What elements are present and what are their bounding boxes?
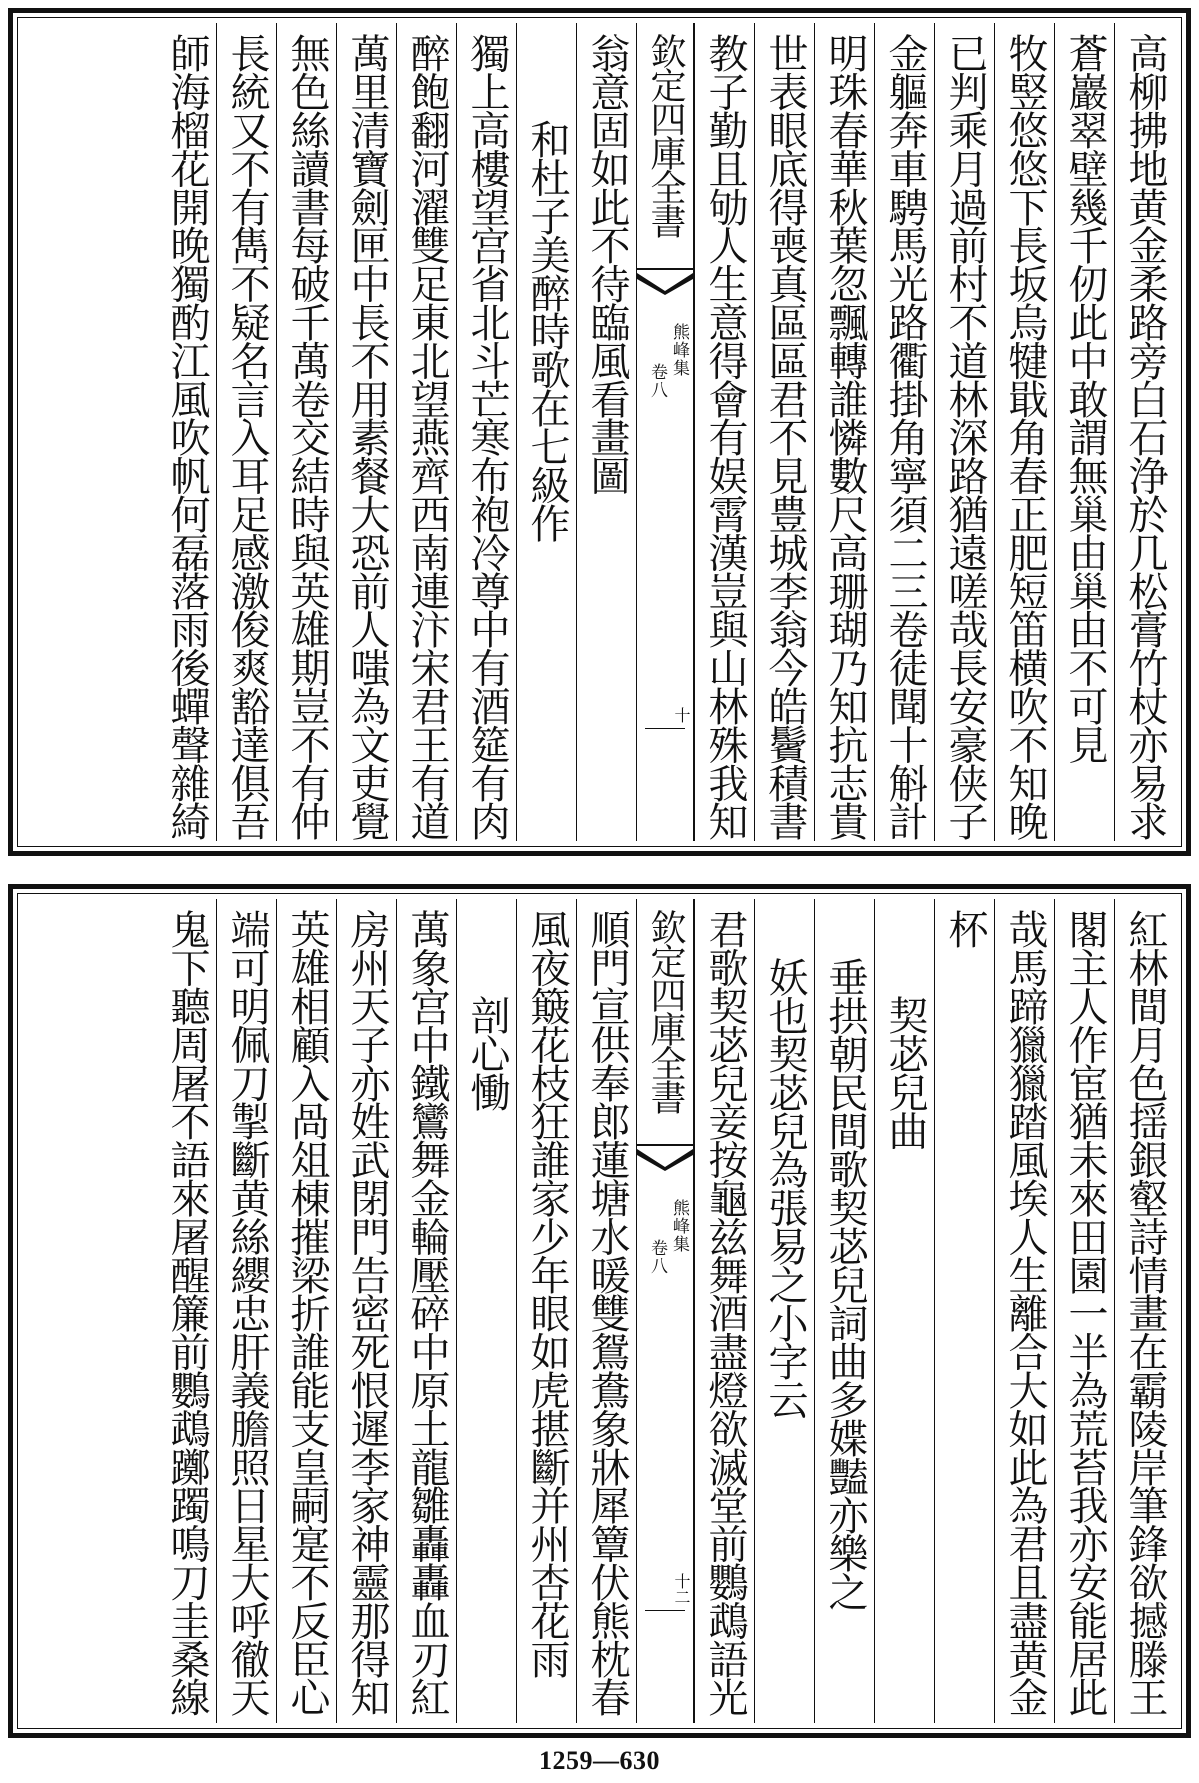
text-column: 端可明佩刀掣斷黄絲纓忠肝義膽照日星大呼徹天 (216, 899, 276, 1723)
text-column: 牧竪悠悠下長坂烏犍戢角春正肥短笛横吹不知晚 (994, 23, 1054, 841)
page-number: 1259—630 (539, 1746, 660, 1775)
text-column: 金軀奔車騁馬光路衢掛角寧須二三卷徒聞十斛計 (874, 23, 934, 841)
volume-label: 卷八 (647, 1239, 667, 1275)
text-column: 蒼巖翠壁幾千仞此中敢謂無巢由巢由不可見 (1054, 23, 1114, 841)
text-column: 醉飽翻河濯雙足東北望燕齊西南連汴宋君王有道 (396, 23, 456, 841)
text-column: 閣主人作宦猶未來田園一半為荒苔我亦安能居此 (1054, 899, 1114, 1723)
text-column: 英雄相顧入咼俎棟摧梁折誰能支皇嗣寔不反臣心 (276, 899, 336, 1723)
text-column: 獨上高樓望宫省北斗芒寒布袍冷尊中有酒筵有肉 (456, 23, 516, 841)
text-column: 紅林間月色揺銀壑詩情畫在霸陵岸筆鋒欲撼滕王 (1114, 899, 1174, 1723)
folio-rule (645, 728, 685, 729)
text-column: 翁意固如此不待臨風看畫圖 (576, 23, 636, 841)
text-column: 無色絲讀書每破千萬卷交結時與英雄期豈不有仲 (276, 23, 336, 841)
top-page-panel (8, 8, 1191, 856)
poem-title-column: 和杜子美醉時歌在七級作 (516, 23, 576, 841)
poem-title-column: 剖心慟 (456, 899, 516, 1723)
text-column: 君歌契苾兒妾按龜兹舞酒盡燈欲滅堂前鸚鵡語光 (694, 899, 754, 1723)
folio-number: 十二 (672, 1573, 691, 1605)
bottom-page-panel (8, 884, 1191, 1738)
text-column: 長統又不有雋不疑名言入耳足感激俊爽豁達俱吾 (216, 23, 276, 841)
poem-title-column: 契苾兒曲 (874, 899, 934, 1723)
text-column: 高柳拂地黄金柔路旁白石浄於几松膏竹杖亦易求 (1114, 23, 1174, 841)
book-title: 熊峰集 (669, 323, 689, 377)
folio-rule (645, 1610, 685, 1611)
text-column: 杯 (934, 899, 994, 1723)
centre-strip (636, 23, 694, 841)
text-column: 教子勤且劬人生意得會有娱霄漢豈與山林殊我知 (694, 23, 754, 841)
text-column: 明珠春華秋葉忽飄轉誰憐數尺高珊瑚乃知抗志貴 (814, 23, 874, 841)
text-column: 萬里清寶劍匣中長不用素餐大恐前人嗤為文吏覺 (336, 23, 396, 841)
volume-label: 卷八 (647, 363, 667, 399)
text-column: 師海榴花開晚獨酌江風吹帆何磊落雨後蟬聲雜綺 (164, 33, 210, 840)
text-column: 鬼下聽周屠不語來屠醒簾前鸚鵡躑躅鳴刀圭桑線 (164, 909, 210, 1716)
centre-strip (636, 899, 694, 1723)
text-column: 世表眼底得喪真區區君不見豊城李翁今皓鬢積書 (754, 23, 814, 841)
preface-column: 妖也契苾兒為張易之小字云 (754, 899, 814, 1723)
text-column: 哉馬蹄獵獵踏風埃人生離合大如此為君且盡黄金 (994, 899, 1054, 1723)
text-column: 已判乘月過前村不道林深路猶遠嗟哉長安豪侠子 (934, 23, 994, 841)
text-column: 風夜簸花枝狂誰家少年眼如虎揕斷并州杏花雨 (516, 899, 576, 1723)
fish-tail-mark-icon (637, 267, 693, 295)
preface-column: 垂拱朝民間歌契苾兒詞曲多媟豔亦樂之 (814, 899, 874, 1723)
book-title: 熊峰集 (669, 1199, 689, 1253)
text-column: 順門宣供奉郎蓮塘水暖雙鴛鴦象牀犀簟伏熊枕春 (576, 899, 636, 1723)
fish-tail-mark-icon (637, 1143, 693, 1171)
text-column: 房州天子亦姓武閉門告密死恨遲李家神靈那得知 (336, 899, 396, 1723)
text-column: 萬象宫中鐵鸞舞金輪壓碎中原土龍雛轟轟血刃紅 (396, 899, 456, 1723)
series-title: 欽定四庫全書 (645, 33, 686, 237)
folio-number: 十 (672, 707, 691, 723)
series-title: 欽定四庫全書 (645, 909, 686, 1113)
